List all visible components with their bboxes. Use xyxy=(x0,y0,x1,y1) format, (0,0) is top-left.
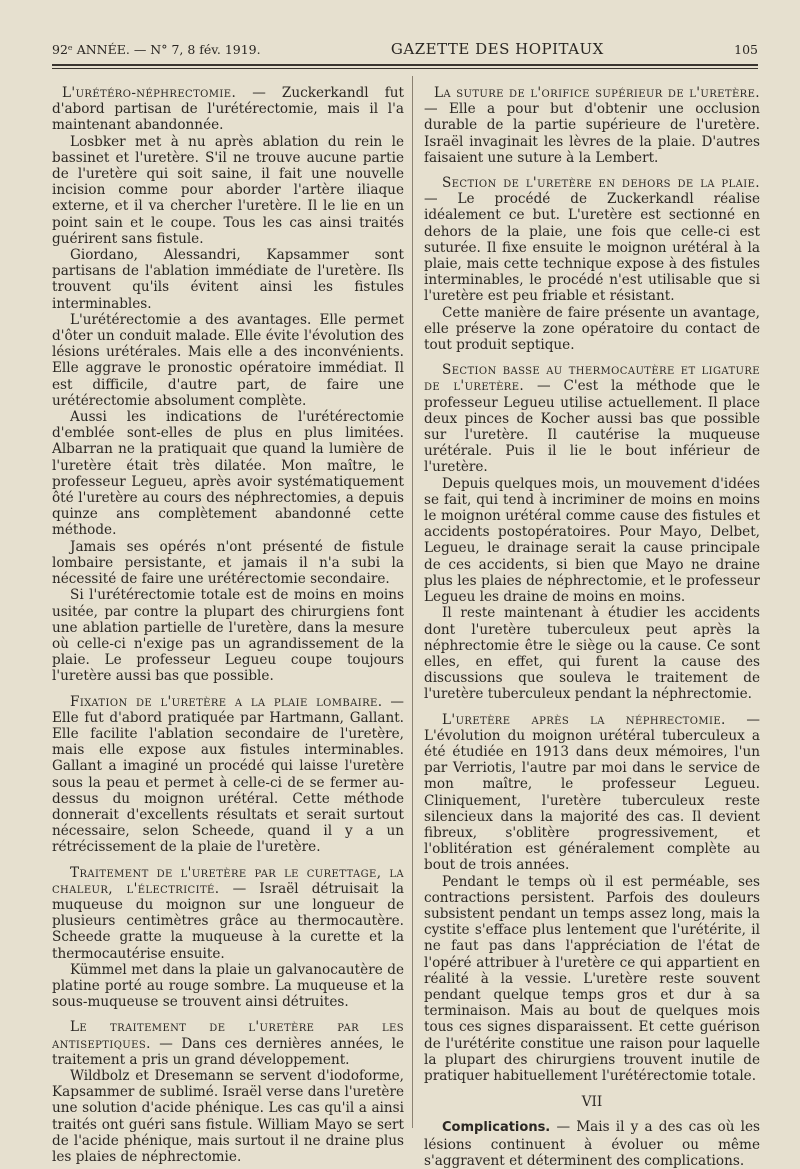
paragraph-heading: Traitement de l'uretère par le curettage, la chaleur, l'électricité. xyxy=(52,864,404,897)
paragraph-text: Cette manière de faire présente un avantage, elle préserve la zone opératoire du contact de tout produit septique. xyxy=(424,304,760,354)
page-number: 105 xyxy=(734,42,758,57)
paragraph xyxy=(52,694,404,856)
paragraph-text: Wildbolz et Dresemann se servent d'iodoforme, Kapsammer de sublimé. Israël verse dans l'uretère une solution d'acide phénique. Les cas qu'il a ainsi traités ont guéri sans fistule. William Mayo se sert de l'acide phénique, mais surtout il ne draine plus les plaies de néphrectomie. xyxy=(52,1067,404,1165)
section-number: VII xyxy=(581,1094,603,1111)
paragraph xyxy=(52,962,404,1011)
paragraph-text: — Mais il y a des cas où les lésions continuent à évoluer ou même s'aggravent et déterminent des complications. xyxy=(424,1119,760,1169)
paragraph-heading: L'urétéro-néphrectomie. xyxy=(62,85,237,101)
left-column xyxy=(52,76,404,1165)
paragraph xyxy=(424,1119,760,1169)
header-rule-thick xyxy=(52,64,758,66)
paragraph-heading: Fixation de l'uretère a la plaie lombaire. xyxy=(70,693,383,710)
paragraph xyxy=(424,175,760,305)
paragraph-heading: Le traitement de l'uretère par les antiseptiques. xyxy=(52,1019,404,1052)
paragraph xyxy=(424,85,760,166)
paragraph xyxy=(52,247,404,312)
header-rule-thin xyxy=(52,68,758,69)
paragraph-text: Kümmel met dans la plaie un galvanocautère de platine porté au rouge sombre. La muqueuse et la sous-muqueuse se trouvent ainsi détruites. xyxy=(52,961,404,1011)
paragraph-text: Si l'urétérectomie totale est de moins en moins usitée, par contre la plupart des chirurgiens font une ablation partielle de l'uretère, dans la mesure où celle-ci n'exige pas un agrandissement de la plaie. Le professeur Legueu coupe toujours l'uretère aussi bas que possible. xyxy=(52,587,404,685)
paragraph-text: — L'évolution du moignon urétéral tuberculeux a été étudiée en 1913 dans deux mémoires, l'un par Verriotis, l'autre par moi dans le service de mon maître, le professeur Legueu. Cliniquement, l'uretère tuberculeux reste silencieux dans la majorité des cas. Il devient fibreux, s'oblitère progressivement, et l'oblitération est généralement complète au bout de trois années. xyxy=(424,711,761,874)
paragraph-text: Pendant le temps où il est perméable, ses contractions persistent. Parfois des douleurs subsistent pendant un temps assez long, mais la cystite s'efface plus lentement que l'urétérite, il ne faut pas dans l'appréciation de l'état de l'opéré attribuer à l'uretère ce qui appartient en réalité à la vessie. L'uretère reste souvent pendant quelque temps gros et dur à sa terminaison. Mais au bout de quelques mois tous ces signes disparaissent. Et cette guérison de l'urétérite constitue une raison pour laquelle la plupart des chirurgiens trouvent inutile de pratiquer habituellement l'urétérectomie totale. xyxy=(424,873,760,1084)
paragraph-text: Depuis quelques mois, un mouvement d'idées se fait, qui tend à incriminer de moins en moins le moignon urétéral comme cause des fistules et accidents postopératoires. Pour Mayo, Delbet, Legueu, le drainage serait la cause principale de ces accidents, si bien que Mayo ne draine plus les plaies de néphrectomie, et le professeur Legueu les draine de moins en moins. xyxy=(424,475,760,606)
paragraph-text: — Elle a pour but d'obtenir une occlusion durable de la partie supérieure de l'uretère. Israël invaginait les lèvres de la plaie. D'autres faisaient une suture à la Lembert. xyxy=(424,101,760,166)
paragraph-text: — Zuckerkandl fut d'abord partisan de l'urétérectomie, mais il l'a maintenant abandonnée. xyxy=(52,85,404,134)
paragraph xyxy=(52,1019,404,1068)
paragraph xyxy=(52,587,404,684)
journal-title: GAZETTE DES HOPITAUX xyxy=(390,40,604,58)
paragraph xyxy=(424,362,760,475)
issue-info: 92ᵉ ANNÉE. — N° 7, 8 fév. 1919. xyxy=(52,42,261,57)
paragraph-text: Aussi les indications de l'urétérectomie d'emblée sont-elles de plus en plus limitées. Albarran ne la pratiquait que quand la lumière de l'uretère était très dilatée. Mon maître, le professeur Legueu, après avoir systématiquement ôté l'uretère au cours des néphrectomies, a depuis quinze ans complètement abandonné cette méthode. xyxy=(52,409,404,539)
paragraph xyxy=(424,874,760,1085)
paragraph xyxy=(52,85,404,134)
paragraph xyxy=(52,865,404,962)
paragraph-heading: L'uretère après la néphrectomie. xyxy=(442,711,726,728)
paragraph-text: Losbker met à nu après ablation du rein le bassinet et l'uretère. S'il ne trouve aucune partie de l'uretère qui soit saine, il fait une nouvelle incision comme pour aborder l'artère iliaque externe, et il va chercher l'uretère. Il le lie en un point sain et le coupe. Tous les cas ainsi traités guérirent sans fistule. xyxy=(52,133,404,247)
right-column xyxy=(424,76,760,1169)
paragraph-text: L'urétérectomie a des avantages. Elle permet d'ôter un conduit malade. Elle évite l'évolution des lésions urétérales. Mais elle a des inconvénients. Elle aggrave le pronostic opératoire immédiat. Il est difficile, d'autre part, de faire une urétérectomie absolument complète. xyxy=(52,311,404,409)
paragraph xyxy=(424,605,760,702)
paragraph-heading: La suture de l'orifice supérieur de l'uretère. xyxy=(434,85,760,101)
column-divider xyxy=(412,76,413,1128)
paragraph xyxy=(52,409,404,539)
paragraph-text: — Dans ces dernières années, le traitement a pris un grand développement. xyxy=(52,1035,405,1068)
paragraph-heading: Section basse au thermocautère et ligature de l'uretère. xyxy=(424,362,760,395)
paragraph xyxy=(52,1068,404,1165)
paragraph-text: — Israël détruisait la muqueuse du moignon sur une longueur de plusieurs centimètres grâce au thermocautère. Scheede gratte la muqueuse à la curette et la thermocautérise ensuite. xyxy=(52,880,404,962)
paragraph xyxy=(52,539,404,588)
running-header xyxy=(52,40,758,62)
paragraph xyxy=(424,305,760,354)
paragraph-text: Il reste maintenant à étudier les accidents dont l'uretère tuberculeux peut après la néphrectomie être le siège ou la cause. Ce sont elles, en effet, qui furent la cause des discussions que souleva le traitement de l'uretère tuberculeux pendant la néphrectomie. xyxy=(424,605,760,703)
paragraph xyxy=(52,134,404,247)
paragraph-text: — Le procédé de Zuckerkandl réalise idéalement ce but. L'uretère est sectionné en dehors de la plaie, une fois que celle-ci est suturée. Il fixe ensuite le moignon urétéral à la plaie, mais cette technique expose à des fistules interminables, le procédé n'est utilisable que si l'uretère est peu friable et résistant. xyxy=(424,191,760,305)
paragraph-heading-bold: Complications. xyxy=(442,1120,551,1136)
paragraph xyxy=(52,312,404,409)
paragraph-text: — Elle fut d'abord pratiquée par Hartmann, Gallant. Elle facilite l'ablation secondaire de l'uretère, mais elle expose aux fistules interminables. Gallant a imaginé un procédé qui laisse l'uretère sous la peau et permet à celle-ci de se fermer au-dessus du moignon urétéral. Cette méthode donnerait d'excellents résultats et serait surtout nécessaire, selon Scheede, quand il y a un rétrécissement de la plaie de l'uretère. xyxy=(52,693,404,856)
paragraph-text: Giordano, Alessandri, Kapsammer sont partisans de l'ablation immédiate de l'uretère. Ils trouvent qu'ils évitent ainsi les fistules interminables. xyxy=(52,247,404,312)
paragraph xyxy=(424,712,760,874)
paragraph xyxy=(424,476,760,606)
paragraph-text: Jamais ses opérés n'ont présenté de fistule lombaire persistante, et jamais il n'a subi la nécessité de faire une urétérectomie secondaire. xyxy=(52,538,404,588)
paragraph-text: — C'est la méthode que le professeur Legueu utilise actuellement. Il place deux pinces de Kocher aussi bas que possible sur l'uretère. Il cautérise la muqueuse urétérale. Puis il lie le bout inférieur de l'uretère. xyxy=(424,378,760,476)
paragraph-heading: Section de l'uretère en dehors de la plaie. xyxy=(442,175,760,192)
